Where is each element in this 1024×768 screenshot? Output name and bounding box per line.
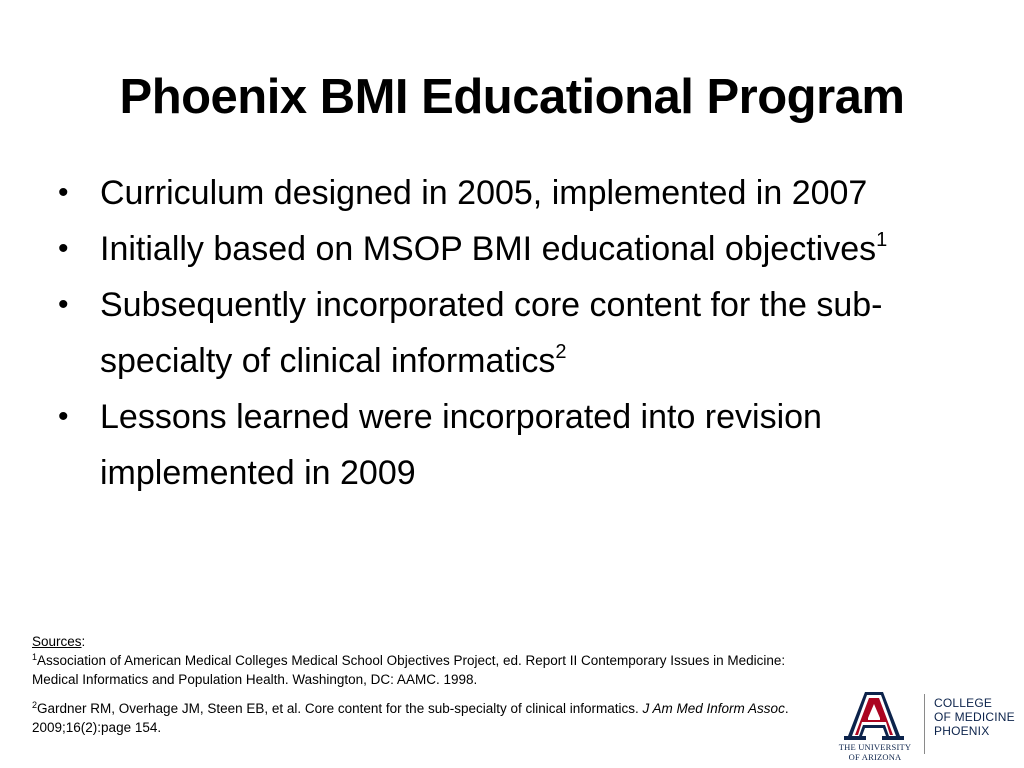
- sources-label-colon: :: [81, 634, 86, 649]
- reference-text: Gardner RM, Overhage JM, Steen EB, et al. Core content for the sub-specialty of clinical informatics.: [37, 701, 643, 716]
- college-name: [934, 696, 1024, 738]
- bullet-item: [58, 165, 958, 221]
- reference-1: [32, 651, 832, 689]
- bullet-text: Lessons learned were incorporated into revision implemented in 2009: [100, 398, 822, 492]
- sources-heading: [32, 632, 832, 651]
- reference-2: [32, 699, 832, 737]
- bullet-text: Subsequently incorporated core content for the sub-specialty of clinical informatics: [100, 286, 883, 380]
- footnote-marker: 2: [555, 341, 567, 363]
- college-name-line: COLLEGE: [934, 696, 993, 710]
- footnote-marker: 1: [876, 229, 888, 251]
- bullet-list: [58, 165, 958, 501]
- reference-text: Association of American Medical Colleges Medical School Objectives Project, ed. Report II Contemporary Issues in Medicine: Medical Informatics and Population Health. Washington, DC: AAMC. 1998.: [32, 653, 786, 687]
- reference-journal: J Am Med Inform Assoc: [642, 701, 785, 716]
- sources-label: Sources: [32, 634, 82, 649]
- university-name: [838, 742, 912, 762]
- reference-number: 2: [32, 700, 38, 710]
- slide-title: Phoenix BMI Educational Program: [119, 70, 905, 124]
- bullet-text: Curriculum designed in 2005, implemented in 2007: [100, 174, 868, 212]
- bullet-icon: •: [58, 288, 69, 321]
- bullet-item: [58, 389, 958, 501]
- college-logo: [838, 690, 1024, 768]
- reference-number: 1: [32, 652, 38, 662]
- college-name-line: OF MEDICINE: [934, 710, 1015, 724]
- bullet-icon: •: [58, 232, 69, 265]
- bullet-icon: •: [58, 400, 69, 433]
- reference-text-end: . 2009;16(2):page 154.: [32, 701, 789, 735]
- university-name-line: THE UNIVERSITY: [838, 742, 912, 752]
- university-name-line: OF ARIZONA: [848, 752, 902, 762]
- arizona-a-icon: [842, 690, 906, 742]
- bullet-text: Initially based on MSOP BMI educational objectives: [100, 230, 877, 268]
- logo-divider: [924, 694, 925, 754]
- bullet-item: [58, 277, 958, 389]
- college-name-line: PHOENIX: [934, 724, 990, 738]
- sources-block: [32, 632, 832, 737]
- bullet-icon: •: [58, 176, 69, 209]
- bullet-item: [58, 221, 958, 277]
